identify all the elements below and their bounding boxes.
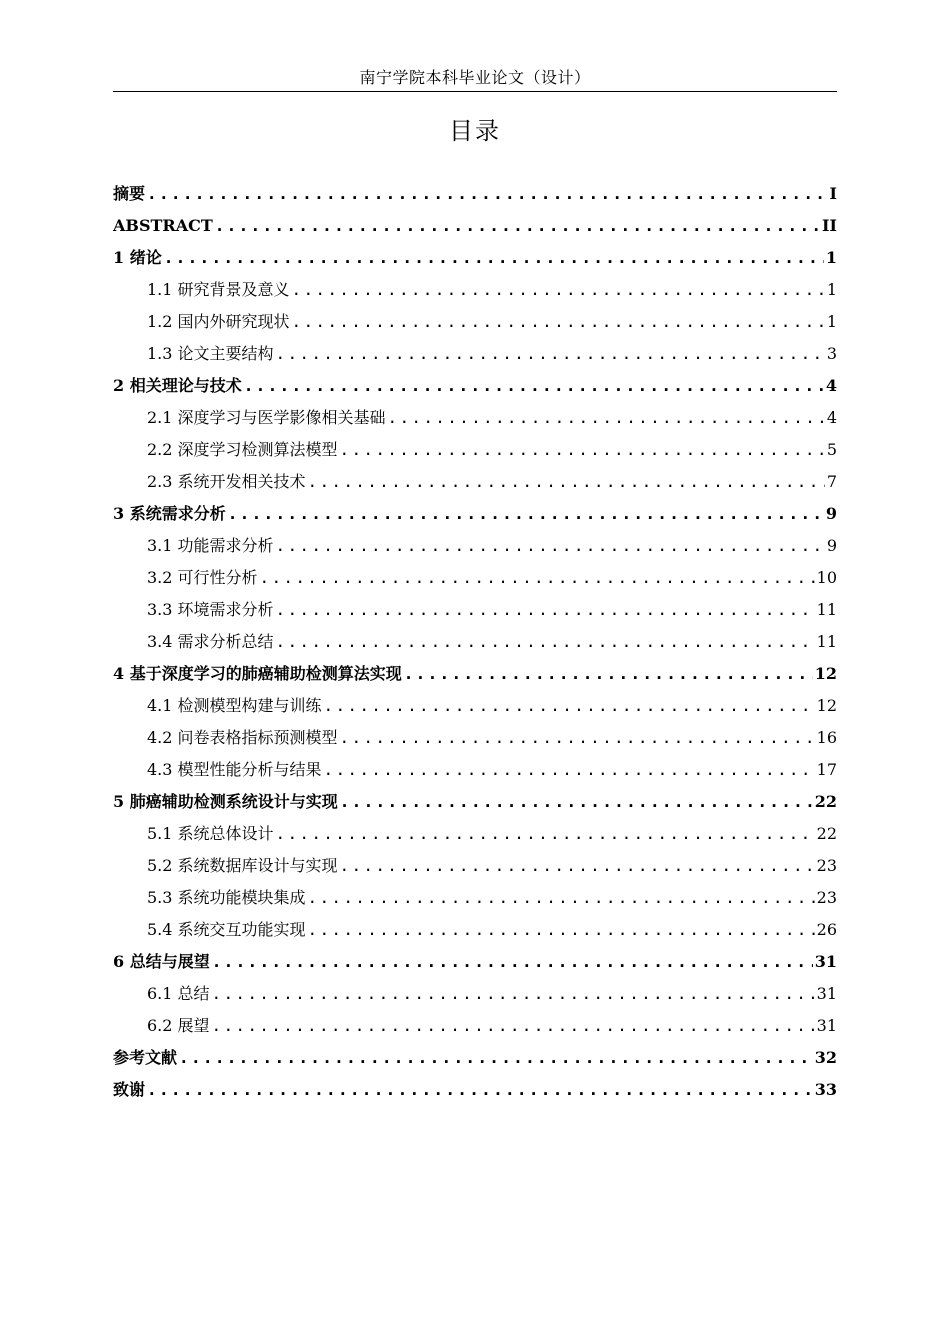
toc-entry-title: 1.2 国内外研究现状: [147, 312, 290, 331]
toc-entry-section[interactable]: [113, 530, 837, 562]
toc-entry-page-number: 31: [816, 1016, 837, 1035]
toc-entry-page-number: II: [822, 216, 837, 235]
dot-leader: [147, 1074, 813, 1106]
dot-leader: [276, 818, 815, 850]
toc-entry-title: 4 基于深度学习的肺癌辅助检测算法实现: [113, 664, 402, 683]
toc-entry-chapter[interactable]: [113, 242, 837, 274]
toc-entry-page-number: 9: [825, 504, 837, 523]
toc-entry-title: 5.1 系统总体设计: [147, 824, 274, 843]
toc-entry-title: 5.4 系统交互功能实现: [147, 920, 306, 939]
toc-entry-title: 3 系统需求分析: [113, 504, 226, 523]
running-header: 南宁学院本科毕业论文（设计）: [359, 68, 591, 87]
dot-leader: [404, 658, 813, 690]
toc-entry-page-number: 10: [816, 568, 837, 587]
toc-entry-page-number: 23: [816, 888, 837, 907]
toc-entry-section[interactable]: [113, 690, 837, 722]
toc-entry-title: 6.1 总结: [147, 984, 210, 1003]
toc-entry-title: 2.1 深度学习与医学影像相关基础: [147, 408, 386, 427]
toc-entry-title: 3.3 环境需求分析: [147, 600, 274, 619]
table-of-contents: [113, 178, 837, 1106]
toc-entry-page-number: 22: [814, 792, 837, 811]
toc-entry-section[interactable]: [113, 274, 837, 306]
toc-entry-chapter[interactable]: [113, 658, 837, 690]
toc-entry-page-number: 12: [816, 696, 837, 715]
toc-entry-chapter[interactable]: [113, 946, 837, 978]
dot-leader: [215, 210, 820, 242]
toc-entry-chapter[interactable]: [113, 210, 837, 242]
dot-leader: [308, 466, 825, 498]
dot-leader: [212, 946, 813, 978]
toc-entry-title: 5.3 系统功能模块集成: [147, 888, 306, 907]
toc-entry-section[interactable]: [113, 466, 837, 498]
dot-leader: [292, 274, 825, 306]
toc-entry-page-number: 9: [826, 536, 837, 555]
toc-entry-title: 6 总结与展望: [113, 952, 210, 971]
toc-entry-page-number: 1: [825, 248, 837, 267]
toc-entry-title: 2.2 深度学习检测算法模型: [147, 440, 338, 459]
toc-entry-title: 4.3 模型性能分析与结果: [147, 760, 322, 779]
toc-entry-page-number: 4: [826, 408, 837, 427]
toc-entry-page-number: 12: [814, 664, 837, 683]
dot-leader: [324, 754, 815, 786]
dot-leader: [276, 338, 825, 370]
dot-leader: [340, 434, 825, 466]
toc-entry-title: 致谢: [113, 1080, 146, 1099]
toc-entry-page-number: 33: [814, 1080, 837, 1099]
toc-entry-title: 1.1 研究背景及意义: [147, 280, 290, 299]
dot-leader: [340, 786, 813, 818]
toc-entry-title: 2 相关理论与技术: [113, 376, 242, 395]
toc-entry-title: 摘要: [113, 184, 146, 203]
dot-leader: [147, 178, 828, 210]
dot-leader: [292, 306, 825, 338]
toc-entry-section[interactable]: [113, 562, 837, 594]
toc-entry-title: 1.3 论文主要结构: [147, 344, 274, 363]
toc-entry-section[interactable]: [113, 914, 837, 946]
toc-entry-page-number: 26: [816, 920, 837, 939]
toc-entry-page-number: 5: [826, 440, 837, 459]
toc-entry-section[interactable]: [113, 626, 837, 658]
toc-entry-title: 5 肺癌辅助检测系统设计与实现: [113, 792, 338, 811]
header-rule: [113, 91, 837, 92]
dot-leader: [276, 626, 815, 658]
toc-entry-chapter[interactable]: [113, 786, 837, 818]
toc-entry-page-number: 4: [825, 376, 837, 395]
toc-entry-section[interactable]: [113, 722, 837, 754]
toc-entry-title: 3.2 可行性分析: [147, 568, 258, 587]
toc-entry-page-number: 11: [816, 632, 837, 651]
toc-entry-title: 3.4 需求分析总结: [147, 632, 274, 651]
dot-leader: [340, 850, 815, 882]
toc-title: 目录: [449, 117, 501, 145]
toc-entry-chapter[interactable]: [113, 1074, 837, 1106]
dot-leader: [276, 530, 825, 562]
toc-entry-page-number: 1: [826, 280, 837, 299]
toc-entry-title: 4.2 问卷表格指标预测模型: [147, 728, 338, 747]
dot-leader: [260, 562, 815, 594]
toc-entry-section[interactable]: [113, 882, 837, 914]
dot-leader: [308, 914, 815, 946]
toc-entry-page-number: 17: [816, 760, 837, 779]
toc-entry-section[interactable]: [113, 402, 837, 434]
toc-entry-title: 5.2 系统数据库设计与实现: [147, 856, 338, 875]
toc-entry-page-number: 7: [826, 472, 837, 491]
toc-entry-title: 2.3 系统开发相关技术: [147, 472, 306, 491]
toc-entry-chapter[interactable]: [113, 178, 837, 210]
toc-entry-chapter[interactable]: [113, 498, 837, 530]
toc-entry-page-number: 1: [826, 312, 837, 331]
toc-entry-section[interactable]: [113, 1010, 837, 1042]
dot-leader: [276, 594, 815, 626]
toc-entry-section[interactable]: [113, 754, 837, 786]
dot-leader: [324, 690, 815, 722]
toc-entry-section[interactable]: [113, 818, 837, 850]
toc-entry-section[interactable]: [113, 434, 837, 466]
dot-leader: [212, 1010, 815, 1042]
toc-entry-page-number: 3: [826, 344, 837, 363]
toc-entry-title: 参考文献: [113, 1048, 178, 1067]
toc-entry-title: 3.1 功能需求分析: [147, 536, 274, 555]
toc-entry-title: ABSTRACT: [113, 216, 213, 235]
toc-entry-page-number: 23: [816, 856, 837, 875]
dot-leader: [179, 1042, 813, 1074]
toc-entry-title: 4.1 检测模型构建与训练: [147, 696, 322, 715]
dot-leader: [164, 242, 824, 274]
dot-leader: [212, 978, 815, 1010]
toc-entry-section[interactable]: [113, 338, 837, 370]
toc-entry-page-number: 31: [814, 952, 837, 971]
dot-leader: [388, 402, 825, 434]
dot-leader: [228, 498, 824, 530]
dot-leader: [340, 722, 815, 754]
toc-entry-section[interactable]: [113, 850, 837, 882]
dot-leader: [244, 370, 824, 402]
toc-entry-title: 1 绪论: [113, 248, 162, 267]
toc-entry-title: 6.2 展望: [147, 1016, 210, 1035]
toc-entry-section[interactable]: [113, 306, 837, 338]
toc-entry-page-number: I: [829, 184, 837, 203]
dot-leader: [308, 882, 815, 914]
toc-entry-page-number: 31: [816, 984, 837, 1003]
toc-entry-section[interactable]: [113, 978, 837, 1010]
toc-entry-page-number: 11: [816, 600, 837, 619]
toc-entry-section[interactable]: [113, 594, 837, 626]
toc-entry-page-number: 16: [816, 728, 837, 747]
toc-entry-page-number: 22: [816, 824, 837, 843]
toc-entry-page-number: 32: [814, 1048, 837, 1067]
toc-entry-chapter[interactable]: [113, 1042, 837, 1074]
toc-entry-chapter[interactable]: [113, 370, 837, 402]
